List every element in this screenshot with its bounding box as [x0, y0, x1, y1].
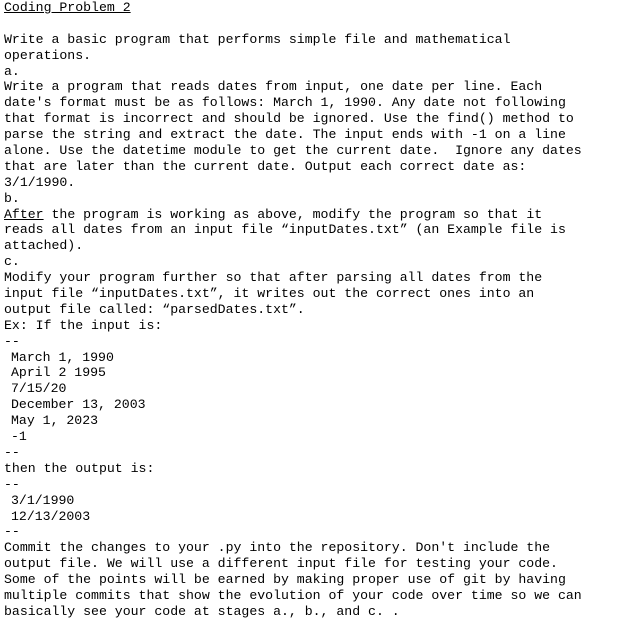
part-c-line: output file called: “parsedDates.txt”.	[4, 301, 305, 317]
part-c-line: Modify your program further so that after parsing all dates from the	[4, 270, 543, 286]
closing-line: Some of the points will be earned by making proper use of git by having	[4, 572, 566, 588]
part-b-line: attached).	[4, 238, 84, 254]
closing-line: Commit the changes to your .py into the repository. Don't include the	[4, 540, 551, 556]
part-b-first-rest: the program is working as above, modify the program so that it	[43, 206, 543, 222]
intro-line: operations.	[4, 47, 92, 63]
example-input-line: 7/15/20	[11, 381, 67, 397]
example-input-line: May 1, 2023	[11, 413, 99, 429]
part-a-line: date's format must be as follows: March 1, 1990. Any date not following	[4, 95, 566, 111]
part-b-label: b.	[4, 190, 20, 206]
closing-line: output file. We will use a different input file for testing your code.	[4, 556, 558, 572]
part-a-line: 3/1/1990.	[4, 174, 76, 190]
part-a-line: Write a program that reads dates from input, one date per line. Each	[4, 79, 543, 95]
example-separator: --	[4, 333, 20, 349]
example-output-line: 12/13/2003	[11, 508, 91, 524]
part-b-line	[4, 207, 624, 223]
part-a-line: that format is incorrect and should be ignored. Use the find() method to	[4, 111, 574, 127]
part-b-line: reads all dates from an input file “inputDates.txt” (an Example file is	[4, 222, 566, 238]
problem-document	[4, 0, 624, 620]
closing-line: multiple commits that show the evolution of your code over time so we can	[4, 587, 582, 603]
example-input-line: -1	[11, 429, 27, 445]
example-separator: --	[4, 444, 20, 460]
example-then: then the output is:	[4, 460, 155, 476]
part-a-line: parse the string and extract the date. The input ends with -1 on a line	[4, 127, 566, 143]
part-c-label: c.	[4, 254, 20, 270]
part-c-line: input file “inputDates.txt”, it writes out the correct ones into an	[4, 286, 535, 302]
part-a-label: a.	[4, 63, 20, 79]
example-input-line: March 1, 1990	[11, 349, 114, 365]
page-title: Coding Problem 2	[4, 0, 131, 15]
example-separator: --	[4, 524, 20, 540]
part-b-first-word: After	[4, 206, 44, 222]
example-intro: Ex: If the input is:	[4, 317, 163, 333]
example-output-line: 3/1/1990	[11, 492, 75, 508]
part-a-line: alone. Use the datetime module to get the current date. Ignore any dates	[4, 143, 582, 159]
closing-line: basically see your code at stages a., b., and c. .	[4, 603, 400, 619]
example-separator: --	[4, 476, 20, 492]
example-input-line: April 2 1995	[11, 365, 106, 381]
intro-line: Write a basic program that performs simple file and mathematical	[4, 31, 511, 47]
example-input-line: December 13, 2003	[11, 397, 146, 413]
part-a-line: that are later than the current date. Output each correct date as:	[4, 158, 527, 174]
